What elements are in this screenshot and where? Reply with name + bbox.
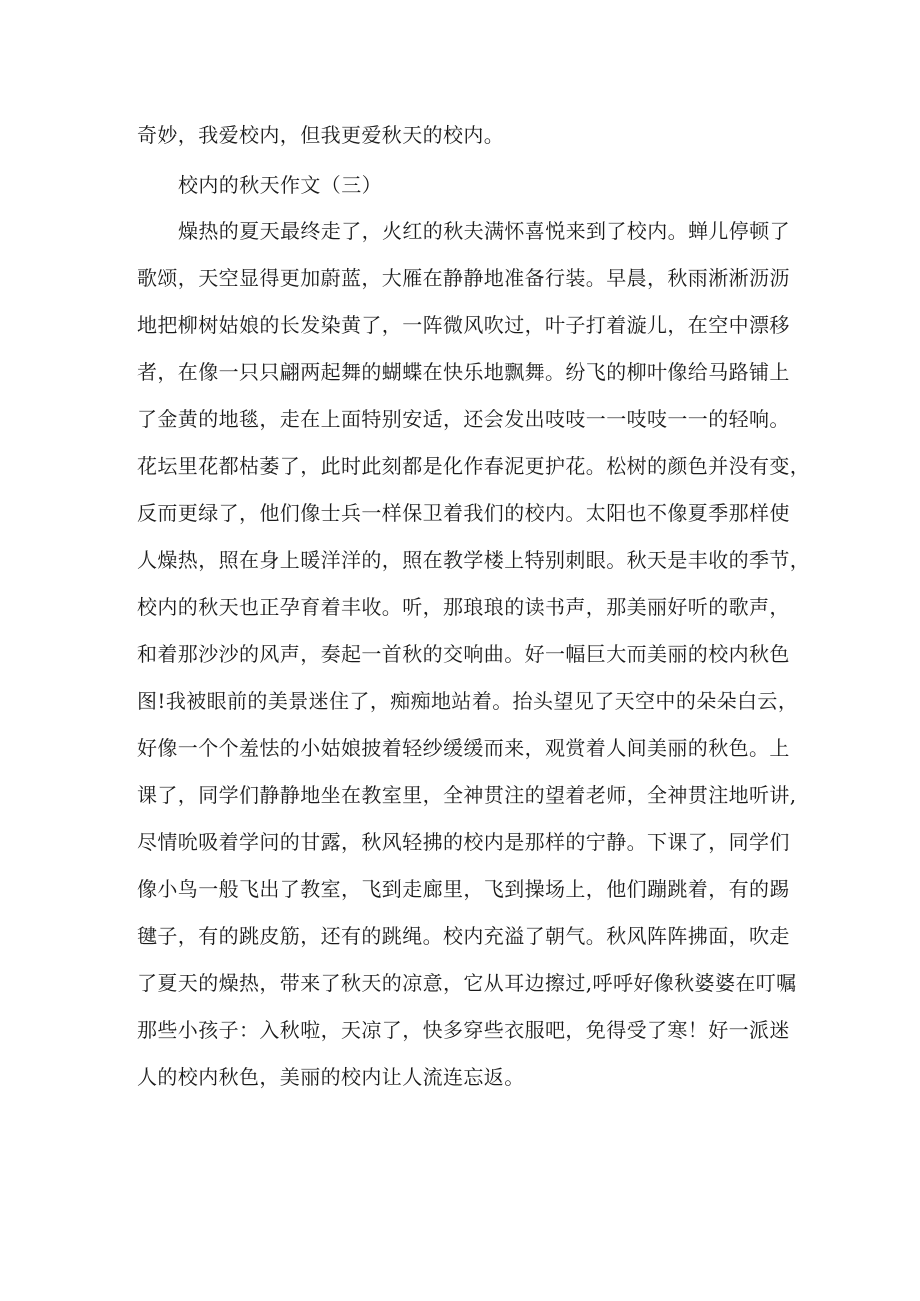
section-title: 校内的秋天作文（三）	[178, 173, 382, 197]
text-line: 那些小孩子：入秋啦，天凉了，快多穿些衣服吧，免得受了寒！好一派迷	[137, 1018, 790, 1042]
text-line: 图!我被眼前的美景迷住了，痴痴地站着。抬头望见了天空中的朵朵白云，	[137, 689, 799, 713]
text-line: 校内的秋天也正孕育着丰收。听，那琅琅的读书声，那美丽好听的歌声，	[137, 595, 790, 619]
text-line: 好像一个个羞怯的小姑娘披着轻纱缓缓而来，观赏着人间美丽的秋色。上	[137, 736, 790, 760]
text-line: 奇妙，我爱校内，但我更爱秋天的校内。	[137, 123, 505, 147]
text-line: 地把柳树姑娘的长发染黄了，一阵微风吹过，叶子打着漩儿，在空中漂移	[137, 313, 790, 337]
text-line: 课了，同学们静静地坐在教室里，全神贯注的望着老师，全神贯注地听讲,	[137, 783, 797, 807]
text-line: 和着那沙沙的风声，奏起一首秋的交响曲。好一幅巨大而美丽的校内秋色	[137, 642, 790, 666]
text-line: 尽情吮吸着学问的甘露，秋风轻拂的校内是那样的宁静。下课了，同学们	[137, 830, 790, 854]
text-line: 人燥热，照在身上暖洋洋的，照在教学楼上特别刺眼。秋天是丰收的季节，	[137, 548, 811, 572]
text-line: 了夏天的燥热，带来了秋天的凉意，它从耳边擦过,呼呼好像秋婆婆在叮嘱	[137, 971, 797, 995]
text-line: 了金黄的地毯，走在上面特别安适，还会发出吱吱一一吱吱一一的轻响。	[137, 407, 790, 431]
text-line: 人的校内秋色，美丽的校内让人流连忘返。	[137, 1065, 525, 1089]
text-line: 像小鸟一般飞出了教室，飞到走廊里，飞到操场上，他们蹦跳着，有的踢	[137, 877, 790, 901]
text-line: 毽子，有的跳皮筋，还有的跳绳。校内充溢了朝气。秋风阵阵拂面，吹走	[137, 924, 790, 948]
text-line: 燥热的夏天最终走了，火红的秋夫满怀喜悦来到了校内。蝉儿停顿了	[178, 219, 790, 243]
text-line: 歌颂，天空显得更加蔚蓝，大雁在静静地准备行装。早晨，秋雨淅淅沥沥	[137, 266, 790, 290]
text-line: 花坛里花都枯萎了，此时此刻都是化作春泥更护花。松树的颜色并没有变，	[137, 454, 811, 478]
text-line: 者，在像一只只翩两起舞的蝴蝶在快乐地飘舞。纷飞的柳叶像给马路铺上	[137, 360, 790, 384]
text-line: 反而更绿了，他们像士兵一样保卫着我们的校内。太阳也不像夏季那样使	[137, 501, 790, 525]
